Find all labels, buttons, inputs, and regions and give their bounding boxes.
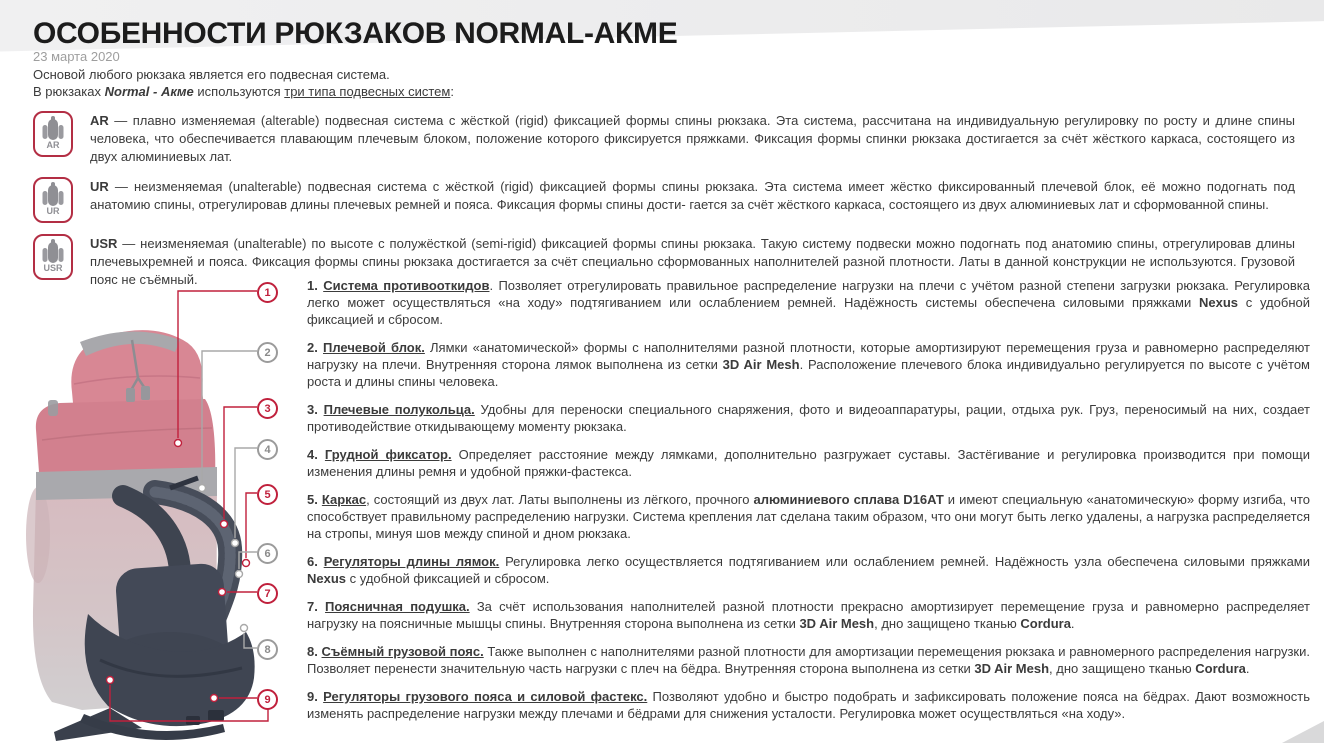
text-segment: Система противооткидов	[323, 278, 490, 293]
publish-date: 23 марта 2020	[33, 49, 120, 64]
text-segment: три типа подвесных систем	[284, 84, 451, 99]
text-segment: Лямки «анатомической» формы с наполнителями разной плотности, которые амортизируют перемещения груза и равномерно распределяют нагрузку на плечи. Внутренняя сторона лямок выполнена из сетки	[307, 340, 1310, 372]
backpack-glyph	[41, 182, 65, 208]
text-segment: Cordura	[1195, 661, 1246, 676]
text-segment: USR	[90, 236, 118, 251]
icon-code-label: UR	[46, 206, 60, 216]
intro-line-1: Основой любого рюкзака является его подвесная система.	[33, 67, 390, 82]
text-segment: — плавно изменяемая (alterable) подвесная система с жёсткой (rigid) фиксацией формы спины рюкзака. Эта система, рассчитана на индивидуальную регулировку по росту и длине спины человека, что обеспечивается плавающим плечевым блоком, положение которого фиксируется пряжками. Фиксация формы спинки рюкзака достигается за счёт жёсткого каркаса, состоящего из двух алюминиевых лат.	[90, 113, 1295, 164]
feature-item-5	[307, 491, 1310, 542]
text-segment: Nexus	[307, 571, 347, 586]
backpack-usr-icon	[33, 234, 73, 280]
text-segment: Позволяют удобно и быстро подобрать и зафиксировать положение пояса на бёдрах. Дают возможность изменять распределение нагрузки между плечами и бёдрами для снижения усталости. Регулировка может осуществляться «на ходу».	[307, 689, 1310, 721]
text-segment: Удобны для переноски специального снаряжения, фото и видеоаппаратуры, рации, отдыха рук. Груз, переносимый на них, создает противодействие откидывающему моменту рюкзака.	[307, 402, 1310, 434]
backpack-glyph	[41, 116, 65, 142]
text-segment: 3D Air Mesh	[799, 616, 875, 631]
backpack-glyph	[41, 239, 65, 265]
callout-7: 7	[257, 583, 278, 604]
text-segment: Каркас	[321, 492, 367, 507]
text-segment: 1.	[307, 278, 324, 293]
text-segment: Также выполнен с наполнителями разной плотности для амортизации перемещения рюкзака и равномерного распределения нагрузки. Позволяет перенести значительную часть нагрузки с плеч на бёдра. Внутренняя сторона выполнена из сетки	[307, 644, 1310, 676]
text-segment: , дно защищено тканью	[1049, 661, 1196, 676]
feature-item-4	[307, 446, 1310, 480]
text-segment: 2.	[307, 340, 323, 355]
text-segment: .	[1070, 616, 1075, 631]
suspension-row-ur	[33, 177, 1295, 223]
text-segment: 6.	[307, 554, 324, 569]
feature-item-3	[307, 401, 1310, 435]
text-segment: Поясничная подушка.	[325, 599, 470, 614]
text-segment: Регулировка легко осуществляется подтягиванием или ослаблением ремней. Надёжность узла обеспечена силовыми пряжками	[499, 554, 1310, 569]
feature-item-1	[307, 277, 1310, 328]
page-title: ОСОБЕННОСТИ РЮКЗАКОВ NORMAL-АКМЕ	[33, 17, 678, 51]
callout-3: 3	[257, 398, 278, 419]
page-corner-decoration	[1282, 721, 1324, 743]
text-segment: 3D Air Mesh	[722, 357, 800, 372]
icon-code-label: USR	[43, 263, 63, 273]
callout-1: 1	[257, 282, 278, 303]
suspension-text-ur	[90, 178, 1295, 214]
text-segment: Регуляторы грузового пояса и силовой фастекс.	[323, 689, 648, 704]
text-segment: , состоящий из двух лат. Латы выполнены из лёгкого, прочного	[366, 492, 754, 507]
text-segment: .	[1245, 661, 1250, 676]
text-segment: 7.	[307, 599, 326, 614]
text-segment: 3.	[307, 402, 324, 417]
features-list	[307, 277, 1310, 733]
text-segment: AR	[90, 113, 109, 128]
feature-item-2	[307, 339, 1310, 390]
text-segment: UR	[90, 179, 109, 194]
text-segment: Грудной фиксатор.	[324, 447, 452, 462]
text-segment: используются	[193, 84, 285, 99]
feature-item-8	[307, 643, 1310, 677]
callout-4: 4	[257, 439, 278, 460]
text-segment: — неизменяемая (unalterable) подвесная система с жёсткой (rigid) фиксацией формы спины рюкзака. Эта система имеет жёстко фиксированный плечевой блок, её можно подогнать под анатомию спины, отрегулировав длины плечевых ремней и пояса. Фиксация формы спины дости- гается за счёт жёсткого каркаса, состоящего из двух алюминиевых лат и сформованной спины.	[90, 179, 1295, 212]
text-segment: Nexus	[1198, 295, 1238, 310]
backpack-illustration	[20, 280, 320, 743]
backpack-ar-icon	[33, 111, 73, 157]
intro-line-2	[33, 83, 1293, 100]
backpack-ur-icon	[33, 177, 73, 223]
text-segment: :	[450, 84, 454, 99]
text-segment: Normal - Акме	[104, 84, 194, 99]
text-segment: За счёт использования наполнителей разной плотности прекрасно амортизирует перемещение груза и равномерно распределяет нагрузку на поясничные мышцы спины. Внутренняя сторона выполнена из сетки	[307, 599, 1311, 631]
intro-text	[33, 66, 1293, 100]
feature-item-6	[307, 553, 1310, 587]
text-segment: , дно защищено тканью	[874, 616, 1021, 631]
suspension-text-ar	[90, 112, 1295, 166]
text-segment: Съёмный грузовой пояс.	[321, 644, 484, 659]
text-segment: 4.	[307, 447, 325, 462]
text-segment: и имеют специальную «анатомическую» форму изгиба, что способствует правильному распределению нагрузки. Система крепления лат сделана таким образом, что они могут быть легко удалены, а нагрузка распределяется на стропы, минуя шов между спиной и дном рюкзака.	[307, 492, 1310, 541]
text-segment: 3D Air Mesh	[974, 661, 1050, 676]
icon-code-label: AR	[46, 140, 60, 150]
text-segment: . Позволяет отрегулировать правильное распределение нагрузки на плечи с учётом разной степени загрузки рюкзака. Регулировка легко может осуществляться «на ходу» подтягиванием или ослаблением ремней. Надёжность системы обеспечена силовыми пряжками	[307, 278, 1310, 310]
text-segment: алюминиевого сплава D16АТ	[753, 492, 944, 507]
text-segment: с удобной фиксацией и сбросом.	[307, 295, 1310, 327]
text-segment: . Расположение плечевого блока индивидуально регулируется по высоте с учётом роста и длины спины человека.	[307, 357, 1310, 389]
text-segment: с удобной фиксацией и сбросом.	[346, 571, 550, 586]
callout-8: 8	[257, 639, 278, 660]
feature-item-7	[307, 598, 1310, 632]
text-segment: В рюкзаках	[33, 84, 105, 99]
text-segment: Определяет расстояние между лямками, дополнительно разгружает суставы. Застёгивание и регулировка производится при помощи изменения длины ремня и удобной пряжки-фастекса.	[307, 447, 1310, 479]
feature-item-9	[307, 688, 1310, 722]
text-segment: Плечевой блок.	[323, 340, 425, 355]
callout-2: 2	[257, 342, 278, 363]
text-segment: Cordura	[1020, 616, 1071, 631]
callout-6: 6	[257, 543, 278, 564]
text-segment: Регуляторы длины лямок.	[323, 554, 500, 569]
suspension-row-ar	[33, 111, 1295, 166]
text-segment: 5.	[307, 492, 322, 507]
text-segment: 9.	[307, 689, 324, 704]
text-segment: Плечевые полукольца.	[323, 402, 475, 417]
callout-5: 5	[257, 484, 278, 505]
text-segment: — неизменяемая (unalterable) по высоте с полужёсткой (semi-rigid) фиксацией формы спины рюкзака. Такую систему подвески можно подогнать под анатомию спины, отрегулировав длины плечевыхремней и пояса. Фиксация формы спины рюкзака достигается за счёт специально сформованных наполнителей разной плотности. Латы в данной конструкции не используются. Грузовой пояс не съёмный.	[90, 236, 1295, 287]
text-segment: 8.	[307, 644, 322, 659]
suspension-systems-list	[33, 111, 1295, 300]
callout-9: 9	[257, 689, 278, 710]
